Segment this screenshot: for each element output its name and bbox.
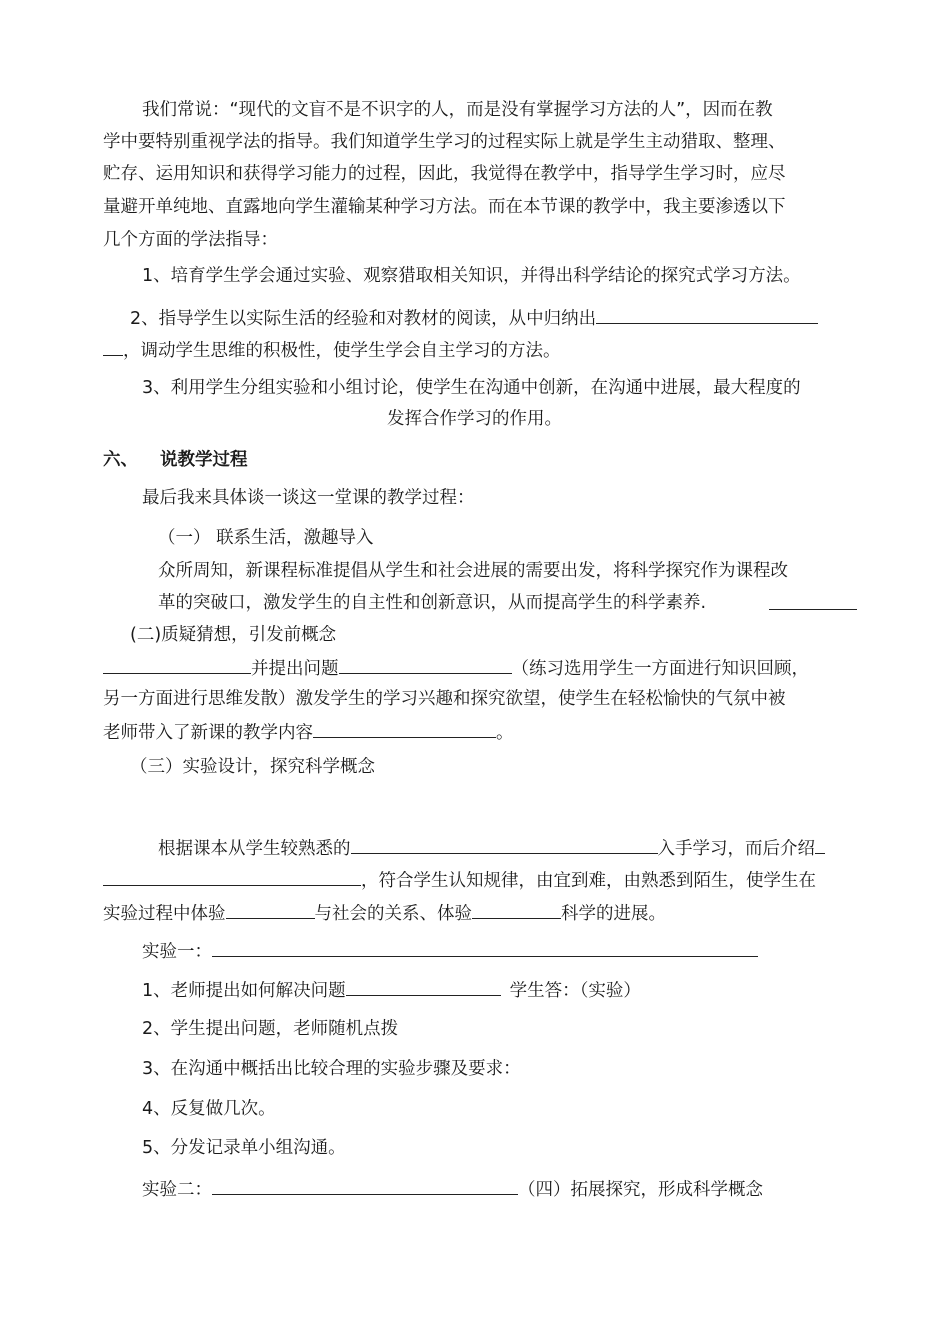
paragraph-line — [103, 867, 816, 893]
paragraph-line — [103, 900, 666, 926]
subsection-heading: （一） 联系生活，激趣导入 — [158, 528, 374, 548]
fill-blank — [226, 900, 315, 919]
paragraph-line: 另一方面进行思维发散）激发学生的学习兴趣和探究欲望，使学生在轻松愉快的气氛中被 — [103, 689, 786, 709]
fill-blank — [313, 719, 496, 738]
fill-blank — [596, 305, 818, 324]
list-item: 3、利用学生分组实验和小组讨论，使学生在沟通中创新，在沟通中进展，最大程度的 — [142, 378, 801, 398]
paragraph-text: （练习选用学生一方面进行知识回顾， — [511, 659, 809, 679]
paragraph-text: 与社会的关系、体验 — [314, 904, 472, 924]
fill-blank — [769, 609, 857, 610]
experiment-label — [142, 1176, 763, 1202]
paragraph-line: 众所周知，新课程标准提倡从学生和社会进展的需要出发，将科学探究作为课程改 — [158, 561, 788, 581]
fill-blank — [212, 1176, 518, 1195]
section-number: 六、 — [103, 450, 138, 470]
subsection-heading: （三）实验设计，探究科学概念 — [130, 757, 375, 777]
fill-blank — [103, 867, 361, 886]
fill-blank — [815, 835, 825, 854]
step-text: 学生答：（实验） — [509, 981, 641, 1001]
fill-blank — [339, 655, 512, 674]
paragraph-line: 贮存、运用知识和获得学习能力的过程，因此，我觉得在教学中，指导学生学习时，应尽 — [103, 164, 786, 184]
section-heading — [103, 448, 248, 474]
paragraph-line — [158, 835, 825, 861]
paragraph-text: 革的突破口，激发学生的自主性和创新意识，从而提高学生的科学素养. — [158, 593, 707, 613]
experiment-label — [142, 938, 758, 964]
fill-blank — [472, 900, 561, 919]
paragraph-text: 入手学习，而后介绍 — [657, 839, 815, 859]
list-item: 发挥合作学习的作用。 — [387, 409, 562, 429]
paragraph-text: 实验过程中体验 — [103, 904, 226, 924]
paragraph-line: 我们常说：“现代的文盲不是不识字的人，而是没有掌握学习方法的人”，因而在教 — [142, 100, 773, 120]
step-item: 4、反复做几次。 — [142, 1099, 276, 1119]
paragraph-line: 学中要特别重视学法的指导。我们知道学生学习的过程实际上就是学生主动猎取、整理、 — [103, 132, 786, 152]
paragraph-line — [103, 655, 809, 681]
paragraph-text: 。 — [496, 723, 514, 743]
step-item: 2、学生提出问题，老师随机点拨 — [142, 1019, 399, 1039]
fill-blank — [351, 835, 658, 854]
list-item — [130, 305, 818, 331]
paragraph-line: 最后我来具体谈一谈这一堂课的教学过程： — [142, 488, 475, 508]
paragraph-text: 科学的进展。 — [561, 904, 666, 924]
list-item: 1、培育学生学会通过实验、观察猎取相关知识，并得出科学结论的探究式学习方法。 — [142, 266, 801, 286]
step-item: 5、分发记录单小组沟通。 — [142, 1138, 346, 1158]
fill-blank — [103, 337, 123, 356]
step-item — [142, 977, 641, 1003]
experiment-title: 实验一： — [142, 942, 212, 962]
paragraph-text: 老师带入了新课的教学内容 — [103, 723, 313, 743]
paragraph-line: 量避开单纯地、直露地向学生灌输某种学习方法。而在本节课的教学中，我主要渗透以下 — [103, 197, 786, 217]
paragraph-text: 并提出问题 — [251, 659, 339, 679]
list-item-text: 2、指导学生以实际生活的经验和对教材的阅读，从中归纳出 — [130, 309, 597, 329]
fill-blank — [346, 977, 501, 996]
fill-blank — [103, 655, 251, 674]
paragraph-line: 几个方面的学法指导： — [103, 230, 278, 250]
section-title: 说教学过程 — [160, 450, 248, 470]
paragraph-line — [158, 591, 706, 617]
paragraph-text: ，符合学生认知规律，由宜到难，由熟悉到陌生，使学生在 — [361, 871, 816, 891]
list-item — [103, 337, 561, 363]
list-item-text: ，调动学生思维的积极性，使学生学会自主学习的方法。 — [123, 341, 561, 361]
subsection-heading: (二)质疑猜想，引发前概念 — [130, 625, 337, 645]
paragraph-line — [103, 719, 514, 745]
step-text: 1、老师提出如何解决问题 — [142, 981, 346, 1001]
paragraph-text: 根据课本从学生较熟悉的 — [158, 839, 351, 859]
step-item: 3、在沟通中概括出比较合理的实验步骤及要求： — [142, 1059, 521, 1079]
subsection-heading: （四）拓展探究，形成科学概念 — [518, 1180, 763, 1200]
experiment-title: 实验二： — [142, 1180, 212, 1200]
fill-blank — [212, 938, 758, 957]
